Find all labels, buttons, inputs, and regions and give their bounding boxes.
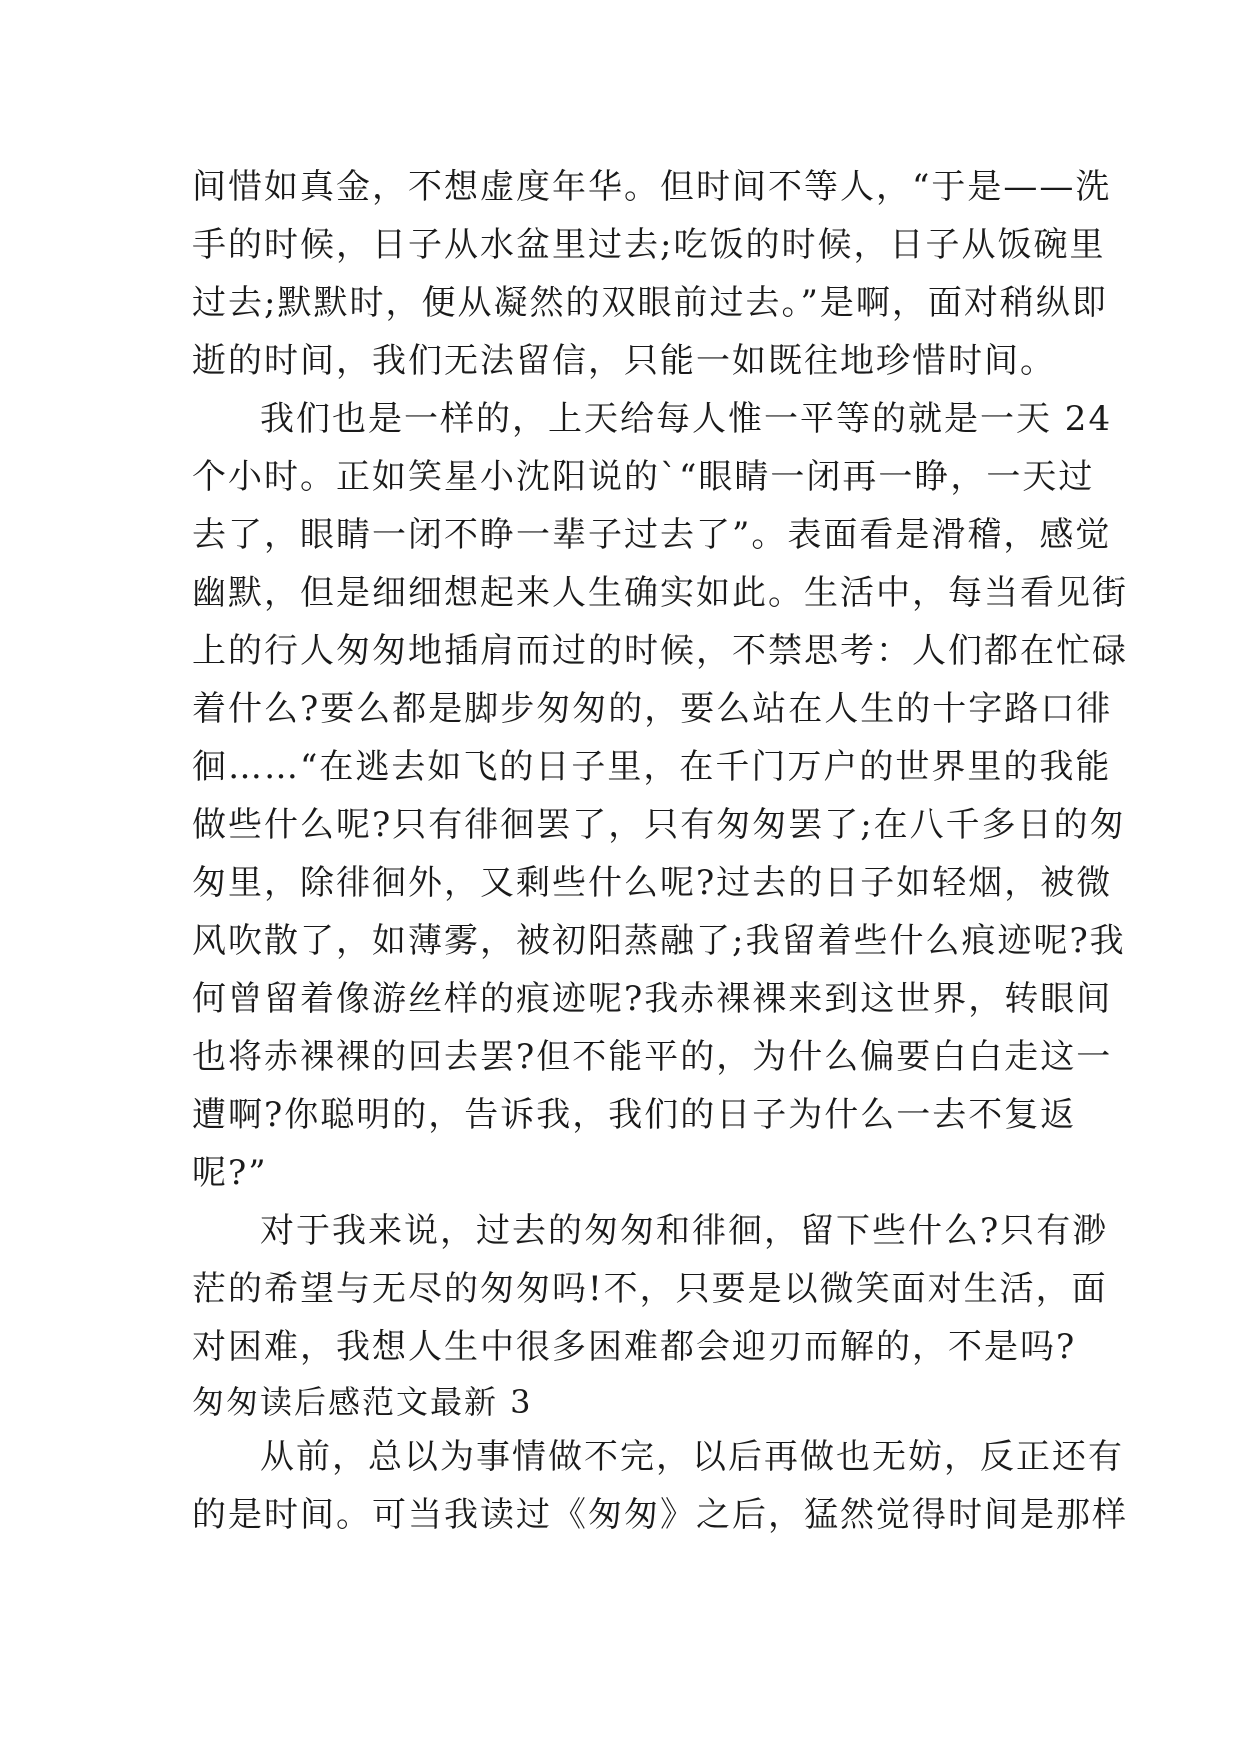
text-line: 风吹散了，如薄雾，被初阳蒸融了;我留着些什么痕迹呢?我	[192, 921, 1126, 961]
text-line: 过去;默默时，便从凝然的双眼前过去。”是啊，面对稍纵即	[192, 283, 1108, 323]
text-line: 呢?”	[192, 1153, 268, 1193]
section-heading: 匆匆读后感范文最新 3	[192, 1383, 533, 1421]
text-line: 徊……“在逃去如飞的日子里，在千门万户的世界里的我能	[192, 747, 1112, 787]
text-line: 何曾留着像游丝样的痕迹呢?我赤裸裸来到这世界，转眼间	[192, 979, 1113, 1019]
text-line: 个小时。正如笑星小沈阳说的`“眼睛一闭再一睁，一天过	[192, 457, 1095, 497]
text-line: 间惜如真金，不想虚度年华。但时间不等人，“于是——洗	[192, 167, 1112, 207]
paragraph	[192, 1202, 1109, 1376]
paragraph	[192, 390, 1128, 1202]
document-body	[192, 158, 1128, 1544]
text-line: 去了，眼睛一闭不睁一辈子过去了”。表面看是滑稽，感觉	[192, 515, 1112, 555]
paragraph	[192, 1428, 1128, 1544]
text-line: 遭啊?你聪明的，告诉我，我们的日子为什么一去不复返	[192, 1095, 1077, 1135]
paragraph	[192, 158, 1112, 390]
text-line: 匆里，除徘徊外，又剩些什么呢?过去的日子如轻烟，被微	[192, 863, 1113, 903]
text-line: 对困难，我想人生中很多困难都会迎刃而解的，不是吗?	[192, 1327, 1077, 1367]
text-line: 上的行人匆匆地插肩而过的时候，不禁思考：人们都在忙碌	[192, 631, 1128, 671]
text-line: 幽默，但是细细想起来人生确实如此。生活中，每当看见街	[192, 573, 1128, 613]
text-line: 手的时候，日子从水盆里过去;吃饭的时候，日子从饭碗里	[192, 225, 1106, 265]
text-line: 着什么?要么都是脚步匆匆的，要么站在人生的十字路口徘	[192, 689, 1113, 729]
text-line: 的是时间。可当我读过《匆匆》之后，猛然觉得时间是那样	[192, 1495, 1128, 1535]
text-line: 对于我来说，过去的匆匆和徘徊，留下些什么?只有渺	[260, 1211, 1109, 1251]
text-line: 做些什么呢?只有徘徊罢了，只有匆匆罢了;在八千多日的匆	[192, 805, 1126, 845]
text-line: 也将赤裸裸的回去罢?但不能平的，为什么偏要白白走这一	[192, 1037, 1113, 1077]
text-line: 茫的希望与无尽的匆匆吗!不，只要是以微笑面对生活，面	[192, 1269, 1108, 1309]
text-line: 逝的时间，我们无法留信，只能一如既往地珍惜时间。	[192, 341, 1056, 381]
text-line: 从前，总以为事情做不完，以后再做也无妨，反正还有	[260, 1437, 1124, 1477]
text-line: 我们也是一样的，上天给每人惟一平等的就是一天 24	[260, 399, 1113, 439]
